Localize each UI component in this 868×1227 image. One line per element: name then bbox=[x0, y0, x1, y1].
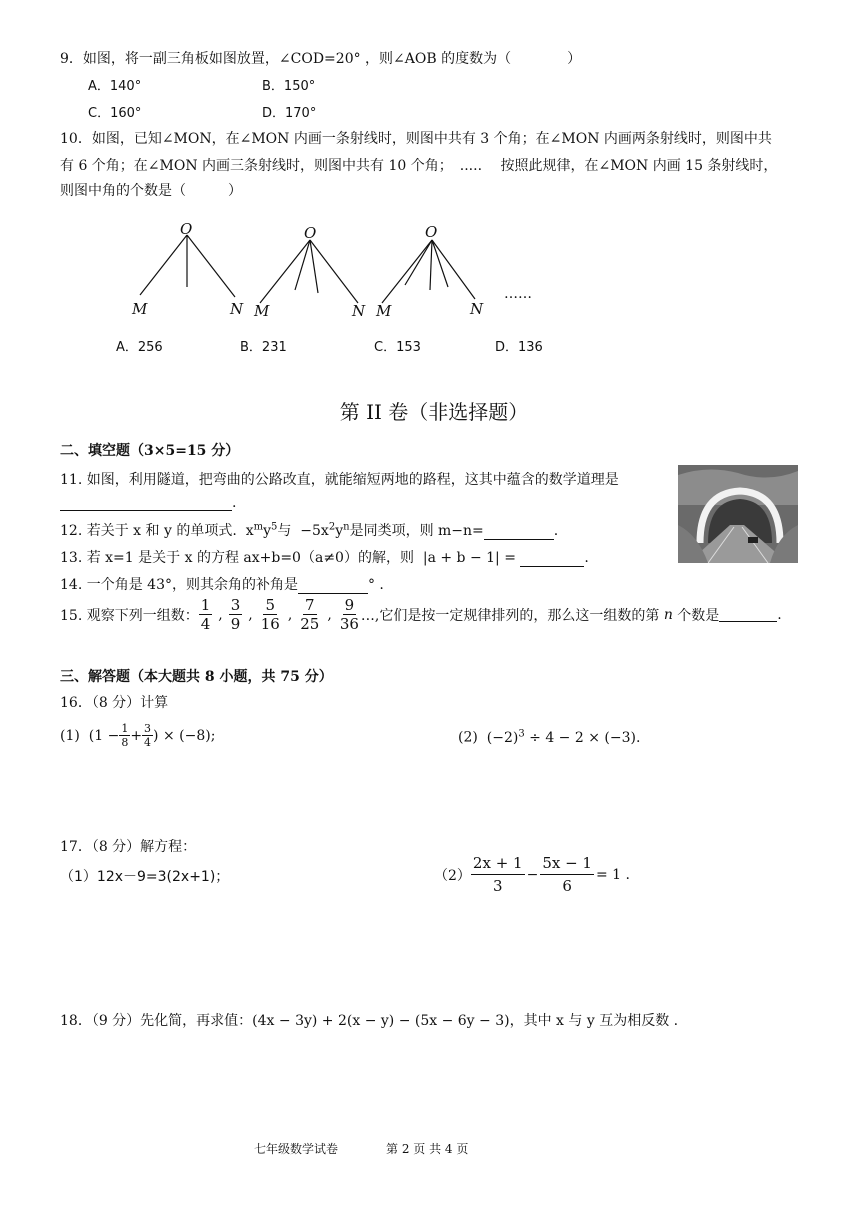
q17-heading: 17．（8 分）解方程： bbox=[60, 839, 197, 855]
fig1-label-m: M bbox=[132, 300, 148, 318]
q10-option-d: D．136 bbox=[495, 340, 543, 355]
q10-option-b: B．231 bbox=[240, 340, 287, 355]
q15-line: 15. 观察下列一组数： $\frac{1}{4}$ , $\frac{3}{9}$ , $\frac{5}{16}$ , $\frac{7}{25}$ , $\frac{9}{36}$ …,它们是按一定规律排列的，那么这一组数的第 n 个数是 . bbox=[60, 596, 782, 633]
q9-option-b: B．150° bbox=[262, 79, 316, 94]
q15-fraction-2: $\frac{3}{9}$ bbox=[230, 596, 241, 633]
q14-answer-blank[interactable] bbox=[298, 579, 368, 594]
q10-line2: 有 6 个角；在∠MON 内画三条射线时，则图中共有 10 个角； ..... 按照此规律，在∠MON 内画 15 条射线时， bbox=[60, 158, 778, 174]
q15-fraction-4: $\frac{7}{25}$ bbox=[300, 596, 320, 633]
q16-part1: (1) (1 − $\frac{1}{8}$ + $\frac{3}{4}$ ) × (−8); bbox=[60, 722, 216, 749]
q12-answer-blank[interactable] bbox=[484, 525, 554, 540]
figure-three-rays bbox=[382, 240, 475, 303]
q16-heading: 16．（8 分）计算 bbox=[60, 695, 169, 711]
q10-line1: 10．如图，已知∠MON，在∠MON 内画一条射线时，则图中共有 3 个角；在∠MON 内画两条射线时，则图中共 bbox=[60, 131, 772, 147]
q10-option-a: A．256 bbox=[116, 340, 163, 355]
fig1-label-n: N bbox=[230, 300, 244, 318]
fig2-label-m: M bbox=[254, 302, 270, 320]
fig3-label-o: O bbox=[425, 223, 438, 241]
section2-heading: 二、填空题（3×5=15 分） bbox=[60, 443, 240, 459]
q9-stem: 9．如图，将一副三角板如图放置，∠COD=20° ，则∠AOB 的度数为（ ） bbox=[60, 51, 582, 67]
tunnel-photo bbox=[678, 465, 798, 563]
q11-answer-blank[interactable] bbox=[60, 496, 232, 511]
q15-fraction-3: $\frac{5}{16}$ bbox=[260, 596, 280, 633]
q11-line1: 11. 如图，利用隧道，把弯曲的公路改直，就能缩短两地的路程，这其中蕴含的数学道理是 bbox=[60, 472, 619, 488]
q18-line: 18．（9 分）先化简，再求值：(4x − 3y) + 2(x − y) − (5x − 6y − 3)，其中 x 与 y 互为相反数 . bbox=[60, 1013, 679, 1029]
q10-option-c: C．153 bbox=[374, 340, 421, 355]
footer-exam-title: 七年级数学试卷 bbox=[254, 1142, 339, 1156]
q12-line: 12. 若关于 x 和 y 的单项式. $x^my^5$与 $-5x^2y^n$是同类项，则 m−n= . bbox=[60, 521, 559, 539]
q17-part1: （1）12x－9=3(2x+1)； bbox=[60, 869, 230, 885]
figure-two-rays bbox=[260, 240, 358, 303]
q17-part2: （2） $\frac{2x + 1}{3}$ − $\frac{5x - 1}{6}$ = 1 . bbox=[434, 854, 630, 895]
fig3-label-n: N bbox=[470, 300, 484, 318]
q16-part2: (2) $(-2)^3 \div 4 - 2 \times (-3)$. bbox=[458, 728, 641, 746]
q14-line: 14. 一个角是 43°，则其余角的补角是 ° . bbox=[60, 577, 384, 593]
q9-option-d: D．170° bbox=[262, 106, 317, 121]
q13-answer-blank[interactable] bbox=[520, 552, 584, 567]
q10-line3: 则图中角的个数是（ ） bbox=[60, 183, 242, 199]
q13-line: 13. 若 x=1 是关于 x 的方程 ax+b=0（a≠0）的解，则 |a + b − 1| = . bbox=[60, 550, 589, 566]
q15-answer-blank[interactable] bbox=[719, 607, 777, 622]
figure-one-ray bbox=[140, 235, 235, 297]
q11-line2: . bbox=[60, 495, 236, 511]
section3-heading: 三、解答题（本大题共 8 小题，共 75 分） bbox=[60, 669, 333, 685]
fig2-label-o: O bbox=[304, 224, 317, 242]
q15-fraction-1: $\frac{1}{4}$ bbox=[200, 596, 211, 633]
figure-ellipsis: …… bbox=[504, 286, 532, 302]
part2-title: 第 II 卷（非选择题） bbox=[339, 400, 529, 424]
fig1-label-o: O bbox=[180, 220, 193, 238]
q15-fraction-5: $\frac{9}{36}$ bbox=[339, 596, 359, 633]
q9-option-a: A．140° bbox=[88, 79, 142, 94]
q9-option-c: C．160° bbox=[88, 106, 142, 121]
fig2-label-n: N bbox=[352, 302, 366, 320]
footer-page-number: 第 2 页 共 4 页 bbox=[386, 1142, 469, 1156]
fig3-label-m: M bbox=[376, 302, 392, 320]
